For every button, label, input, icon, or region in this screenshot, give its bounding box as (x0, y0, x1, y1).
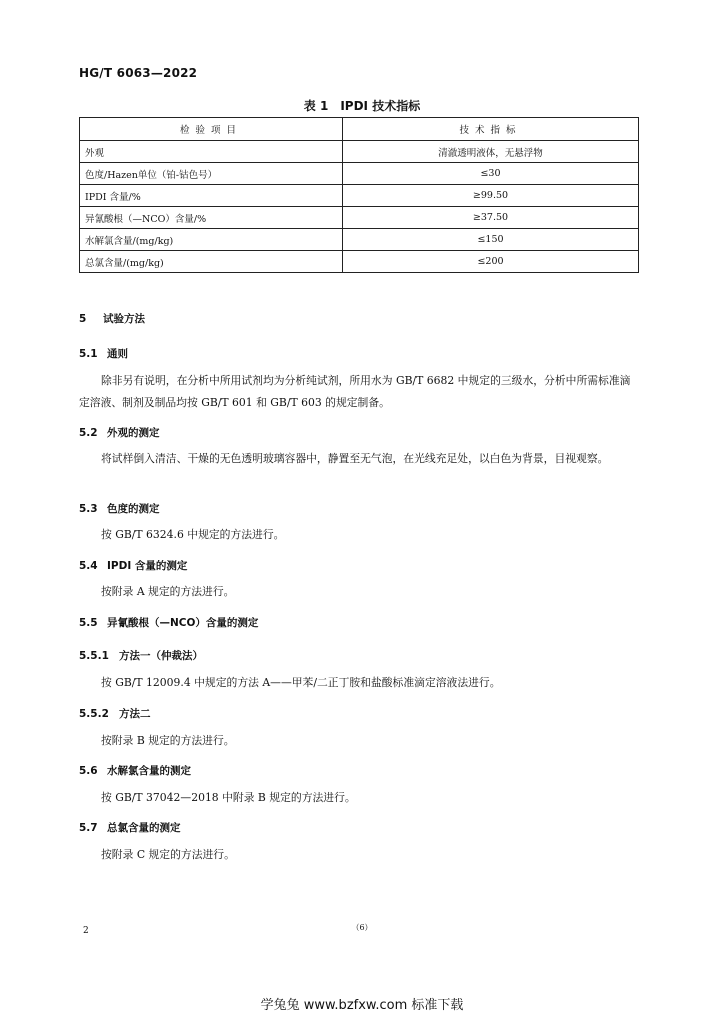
section-number: 5.2 (79, 427, 98, 439)
section-5-5-heading (79, 615, 258, 630)
section-number: 5.5.2 (79, 708, 109, 720)
row-spec: ≥99.50 (343, 185, 639, 207)
table-row (80, 229, 639, 251)
row-item: 异氰酸根（—NCO）含量/% (80, 207, 343, 229)
row-item: IPDI 含量/% (80, 185, 343, 207)
row-spec: ≥37.50 (343, 207, 639, 229)
section-5-3-heading (79, 501, 160, 516)
row-spec: ≤150 (343, 229, 639, 251)
col-header-spec: 技术指标 (343, 118, 639, 141)
row-item: 外观 (80, 141, 343, 163)
section-5-5-2-text: 按附录 B 规定的方法进行。 (101, 734, 235, 747)
section-title: 方法一（仲裁法） (119, 650, 203, 662)
section-title: 试验方法 (103, 313, 145, 325)
footer-watermark: 学兔兔 www.bzfxw.com 标准下载 (260, 998, 464, 1013)
section-title: IPDI 含量的测定 (107, 560, 188, 572)
section-5-5-1-text: 按 GB/T 12009.4 中规定的方法 A——甲苯/二正丁胺和盐酸标准滴定溶液法进行。 (101, 676, 501, 689)
row-item: 水解氯含量/(mg/kg) (80, 229, 343, 251)
section-5-1-heading (79, 346, 128, 361)
page-number: 2 (83, 926, 89, 936)
section-5-3-text: 按 GB/T 6324.6 中规定的方法进行。 (101, 528, 285, 541)
section-5-7-heading (79, 820, 181, 835)
table-header-row (80, 118, 639, 141)
table-row (80, 141, 639, 163)
page-center-mark: （6） (351, 923, 373, 932)
section-title: 总氯含量的测定 (107, 822, 181, 834)
section-title: 水解氯含量的测定 (107, 765, 191, 777)
section-5-5-1-heading (79, 648, 203, 663)
table-row (80, 163, 639, 185)
section-5-5-2-heading (79, 706, 151, 721)
row-item: 色度/Hazen单位（铂-钴色号） (80, 163, 343, 185)
section-5-4-text: 按附录 A 规定的方法进行。 (101, 585, 235, 598)
section-number: 5.4 (79, 560, 98, 572)
row-spec: ≤200 (343, 251, 639, 273)
section-5-6-heading (79, 763, 191, 778)
section-5-4-heading (79, 558, 187, 573)
section-number: 5.1 (79, 348, 98, 360)
section-number: 5.7 (79, 822, 98, 834)
section-5-2-text: 将试样倒入清洁、干燥的无色透明玻璃容器中，静置至无气泡，在光线充足处，以白色为背景，目视观察。 (101, 452, 609, 465)
row-spec: 清澈透明液体，无悬浮物 (343, 141, 639, 163)
section-number: 5.6 (79, 765, 98, 777)
document-code: HG/T 6063—2022 (79, 66, 198, 80)
section-5-heading (79, 311, 145, 326)
table-caption: 表 1 IPDI 技术指标 (303, 99, 421, 113)
section-number: 5 (79, 313, 87, 325)
section-title: 通则 (107, 348, 128, 360)
row-spec: ≤30 (343, 163, 639, 185)
section-title: 外观的测定 (107, 427, 160, 439)
section-number: 5.5.1 (79, 650, 109, 662)
table-row (80, 207, 639, 229)
section-number: 5.3 (79, 503, 98, 515)
section-5-6-text: 按 GB/T 37042—2018 中附录 B 规定的方法进行。 (101, 791, 356, 804)
section-title: 方法二 (119, 708, 151, 720)
row-item: 总氯含量/(mg/kg) (80, 251, 343, 273)
section-title: 异氰酸根（—NCO）含量的测定 (107, 617, 259, 629)
section-5-2-heading (79, 425, 160, 440)
section-number: 5.5 (79, 617, 98, 629)
section-title: 色度的测定 (107, 503, 160, 515)
section-5-7-text: 按附录 C 规定的方法进行。 (101, 848, 235, 861)
spec-table (79, 117, 639, 273)
col-header-item: 检验项目 (80, 118, 343, 141)
section-5-1-text: 除非另有说明，在分析中所用试剂均为分析纯试剂，所用水为 GB/T 6682 中规定的三级水，分析中所需标准滴定溶液、制剂及制品均按 GB/T 601 和 GB/T 603 的规定制备。 (79, 374, 631, 409)
table-row (80, 185, 639, 207)
table-row (80, 251, 639, 273)
